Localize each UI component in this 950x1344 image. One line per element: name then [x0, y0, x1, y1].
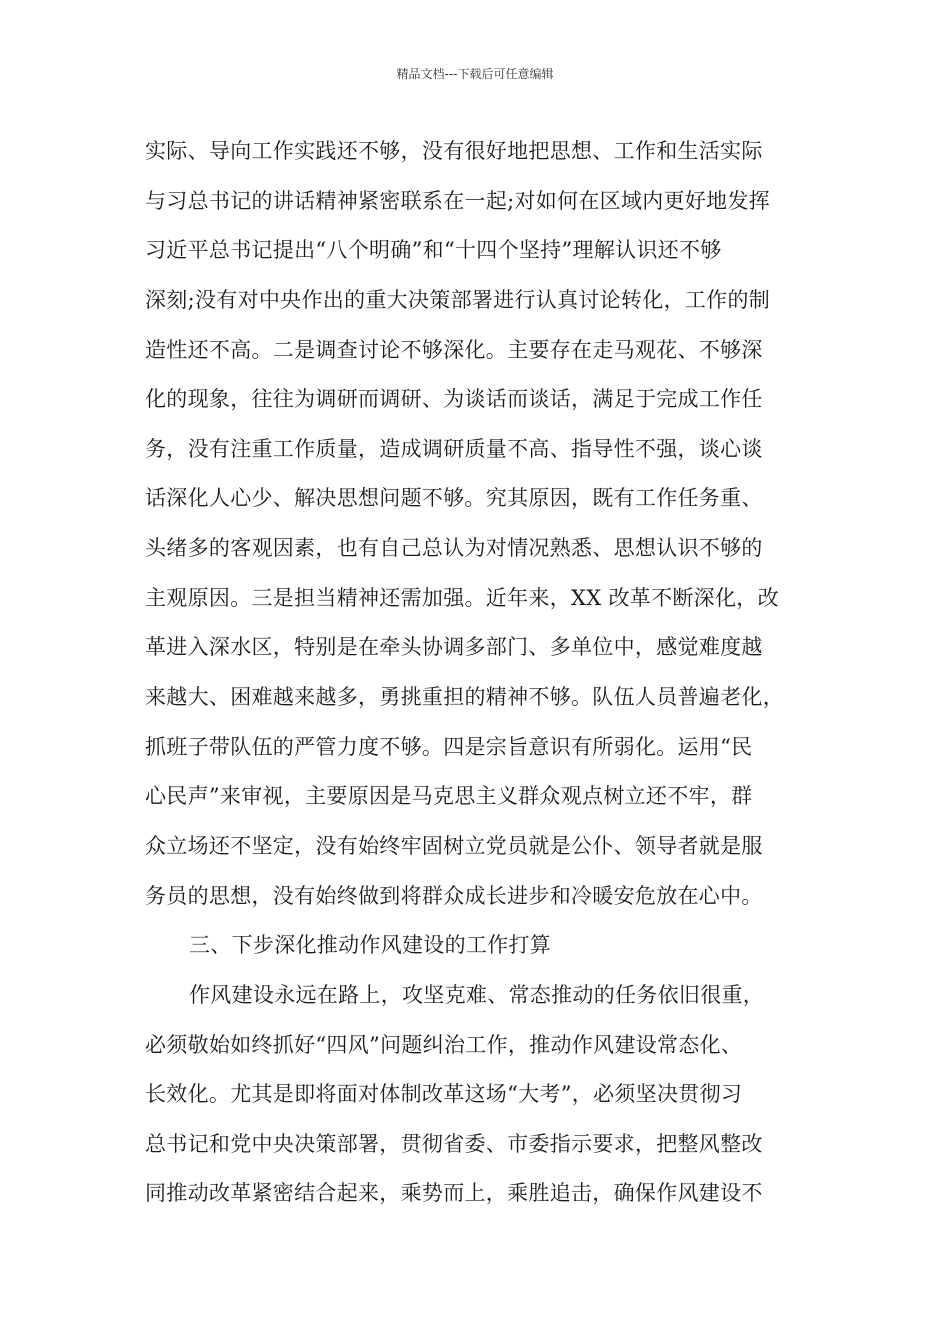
- text-line: 造性还不高。二是调查讨论不够深化。主要存在走马观花、不够深: [145, 337, 763, 362]
- text-line: 头绪多的客观因素，也有自己总认为对情况熟悉、思想认识不够的: [145, 536, 763, 561]
- text-line: 话深化人心少、解决思想问题不够。究其原因，既有工作任务重、: [145, 486, 763, 511]
- text-line: 抓班子带队伍的严管力度不够。四是宗旨意识有所弱化。运用“民: [145, 734, 753, 759]
- text-line: 同推动改革紧密结合起来，乘势而上，乘胜追击，确保作风建设不: [145, 1181, 763, 1206]
- text-line: 务员的思想，没有始终做到将群众成长进步和冷暖安危放在心中。: [145, 883, 763, 908]
- text-line: 务，没有注重工作质量，造成调研质量不高、指导性不强，谈心谈: [145, 436, 763, 461]
- text-line: 习近平总书记提出“八个明确”和“十四个坚持”理解认识还不够: [145, 238, 722, 263]
- text-line: 化的现象，往往为调研而调研、为谈话而谈话，满足于完成工作任: [145, 387, 763, 412]
- text-line: 革进入深水区，特别是在牵头协调多部门、多单位中，感觉难度越: [145, 635, 763, 660]
- text-line: 长效化。尤其是即将面对体制改革这场“大考”，必须坚决贯彻习: [145, 1082, 743, 1107]
- document-body: [145, 127, 825, 1219]
- section-heading: 三、下步深化推动作风建设的工作打算: [189, 933, 552, 958]
- text-line: 与习总书记的讲话精神紧密联系在一起;对如何在区域内更好地发挥: [145, 188, 771, 213]
- text-line: 来越大、困难越来越多，勇挑重担的精神不够。队伍人员普遍老化，: [145, 685, 784, 710]
- text-line: 心民声”来审视，主要原因是马克思主义群众观点树立还不牢，群: [145, 784, 753, 809]
- page-header: 精品文档---下载后可任意编辑: [396, 67, 554, 81]
- text-line: 实际、导向工作实践还不够，没有很好地把思想、工作和生活实际: [145, 139, 763, 163]
- text-line: 主观原因。三是担当精神还需加强。近年来，XX 改革不断深化，改: [145, 585, 779, 610]
- text-line: 必须敬始如终抓好“四风”问题纠治工作，推动作风建设常态化、: [145, 1032, 743, 1057]
- text-line: 总书记和党中央决策部署，贯彻省委、市委指示要求，把整风整改: [145, 1131, 763, 1156]
- text-line: 深刻;没有对中央作出的重大决策部署进行认真讨论转化，工作的制: [145, 287, 771, 312]
- text-line: 作风建设永远在路上，攻坚克难、常态推动的任务依旧很重，: [189, 982, 765, 1007]
- text-line: 众立场还不坚定，没有始终牢固树立党员就是公仆、领导者就是服: [145, 833, 763, 858]
